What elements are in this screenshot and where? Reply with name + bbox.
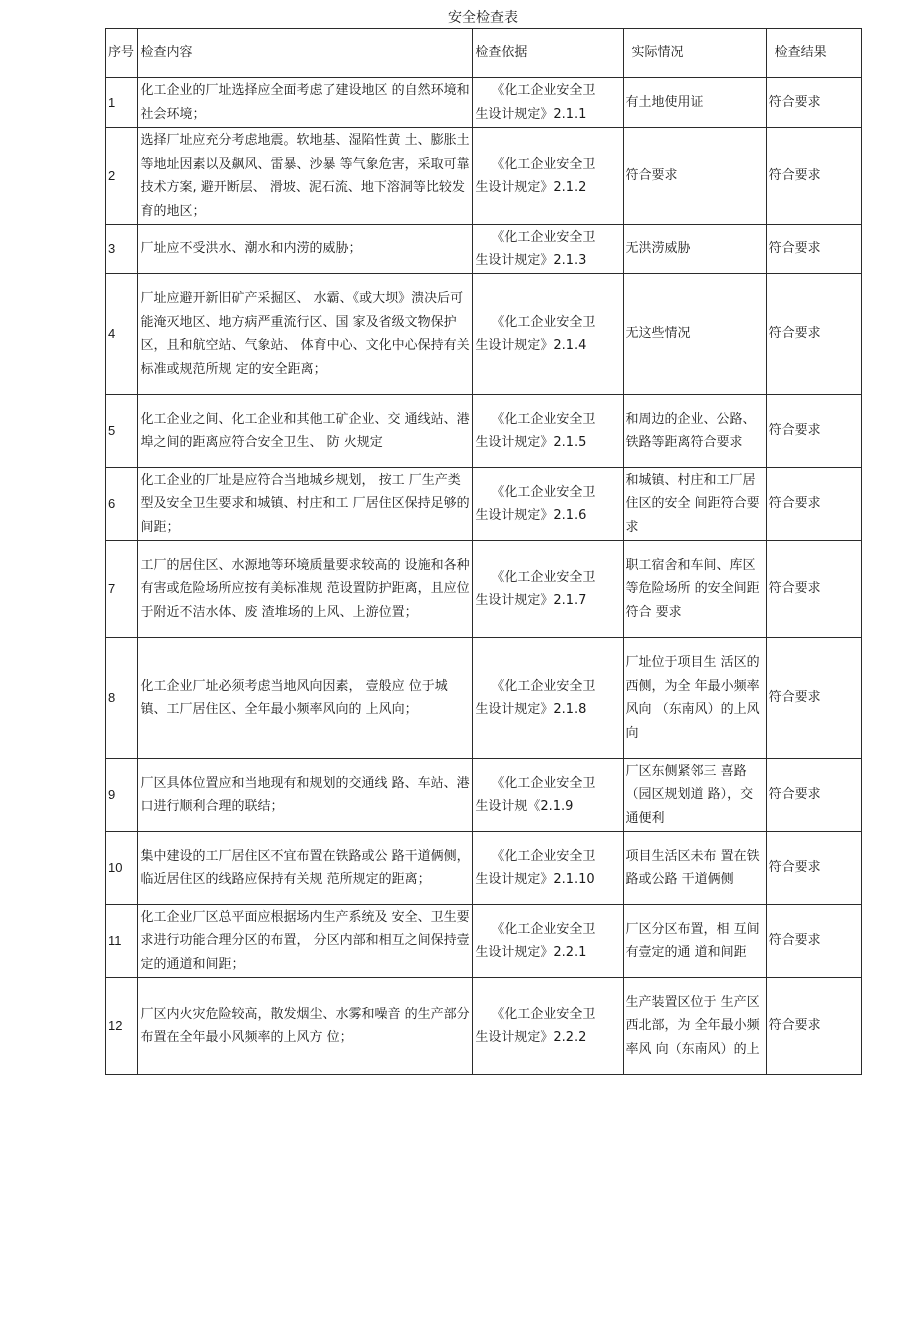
row-content: 化工企业的厂址选择应全面考虑了建设地区 的自然环境和社会环境； bbox=[138, 78, 473, 128]
row-no: 4 bbox=[106, 274, 138, 395]
basis-line2: 生设计规定》2.2.1 bbox=[475, 945, 587, 960]
row-basis bbox=[473, 395, 623, 468]
basis-line2: 生设计规定》2.2.2 bbox=[475, 1030, 587, 1045]
basis-line1: 《化工企业安全卫 bbox=[491, 678, 596, 694]
row-actual: 生产装置区位于 生产区西北部，为 全年最小频率风 向（东南风）的上 bbox=[623, 978, 766, 1075]
table-row bbox=[106, 832, 862, 905]
basis-line1: 《化工企业安全卫 bbox=[491, 1006, 596, 1022]
row-result: 符合要求 bbox=[766, 905, 861, 978]
row-actual: 符合要求 bbox=[623, 128, 766, 225]
row-actual: 无这些情况 bbox=[623, 274, 766, 395]
row-content: 厂址应不受洪水、潮水和内涝的威胁； bbox=[138, 225, 473, 274]
row-no: 2 bbox=[106, 128, 138, 225]
table-row bbox=[106, 225, 862, 274]
basis-line2: 生设计规定》2.1.6 bbox=[475, 508, 587, 523]
row-actual: 厂区分区布置，相 互间有壹定的通 道和间距 bbox=[623, 905, 766, 978]
header-no: 序号 bbox=[106, 29, 138, 78]
basis-line1: 《化工企业安全卫 bbox=[491, 848, 596, 864]
basis-line2: 生设计规定》2.1.8 bbox=[475, 702, 587, 717]
row-content: 厂址应避开新旧矿产采掘区、 水霸、《或大坝》溃决后可能淹灭地区、地方病严重流行区、国 家及省级文物保护区，且和航空站、气象站、 体育中心、文化中心保持有关标准或规范所规 定的安全距离； bbox=[138, 274, 473, 395]
row-basis bbox=[473, 468, 623, 541]
safety-checklist-table bbox=[105, 28, 862, 1075]
row-actual: 厂区东侧紧邻三 喜路（园区规划道 路），交通便利 bbox=[623, 759, 766, 832]
table-row bbox=[106, 395, 862, 468]
row-basis bbox=[473, 759, 623, 832]
row-result: 符合要求 bbox=[766, 78, 861, 128]
row-content: 化工企业厂址必须考虑当地风向因素， 壹般应 位于城镇、工厂居住区、全年最小频率风向的 上风向； bbox=[138, 638, 473, 759]
table-row bbox=[106, 274, 862, 395]
header-basis: 检查依据 bbox=[473, 29, 623, 78]
row-actual: 职工宿舍和车间、库区等危险场所 的安全间距符合 要求 bbox=[623, 541, 766, 638]
table-row bbox=[106, 78, 862, 128]
row-content: 集中建设的工厂居住区不宜布置在铁路或公 路干道俩侧，临近居住区的线路应保持有关规 范所规定的距离； bbox=[138, 832, 473, 905]
basis-line2: 生设计规《2.1.9 bbox=[475, 799, 574, 814]
row-no: 12 bbox=[106, 978, 138, 1075]
basis-line2: 生设计规定》2.1.3 bbox=[475, 253, 587, 268]
basis-line2: 生设计规定》2.1.2 bbox=[475, 180, 587, 195]
row-basis bbox=[473, 128, 623, 225]
basis-line1: 《化工企业安全卫 bbox=[491, 156, 596, 172]
table-body bbox=[106, 78, 862, 1075]
basis-line2: 生设计规定》2.1.4 bbox=[475, 338, 587, 353]
row-no: 8 bbox=[106, 638, 138, 759]
row-no: 1 bbox=[106, 78, 138, 128]
table-header-row bbox=[106, 29, 862, 78]
row-result: 符合要求 bbox=[766, 395, 861, 468]
header-actual: 实际情况 bbox=[623, 29, 766, 78]
row-content: 化工企业厂区总平面应根据场内生产系统及 安全、卫生要求进行功能合理分区的布置， 分区内部和相互之间保持壹定的通道和间距； bbox=[138, 905, 473, 978]
table-row bbox=[106, 468, 862, 541]
row-result: 符合要求 bbox=[766, 978, 861, 1075]
row-actual: 和城镇、村庄和工厂居住区的安全 间距符合要求 bbox=[623, 468, 766, 541]
row-actual: 有土地使用证 bbox=[623, 78, 766, 128]
header-content: 检查内容 bbox=[138, 29, 473, 78]
basis-line1: 《化工企业安全卫 bbox=[491, 83, 596, 98]
row-result: 符合要求 bbox=[766, 468, 861, 541]
row-result: 符合要求 bbox=[766, 225, 861, 274]
row-basis bbox=[473, 832, 623, 905]
basis-line2: 生设计规定》2.1.5 bbox=[475, 435, 587, 450]
row-actual: 和周边的企业、公路、铁路等距离符合要求 bbox=[623, 395, 766, 468]
basis-line2: 生设计规定》2.1.10 bbox=[475, 872, 595, 887]
row-result: 符合要求 bbox=[766, 128, 861, 225]
basis-line1: 《化工企业安全卫 bbox=[491, 314, 596, 330]
row-content: 化工企业之间、化工企业和其他工矿企业、交 通线站、港埠之间的距离应符合安全卫生、 防 火规定 bbox=[138, 395, 473, 468]
basis-line2: 生设计规定》2.1.7 bbox=[475, 593, 587, 608]
row-result: 符合要求 bbox=[766, 759, 861, 832]
row-result: 符合要求 bbox=[766, 274, 861, 395]
row-basis bbox=[473, 274, 623, 395]
row-basis bbox=[473, 978, 623, 1075]
row-actual: 项目生活区未布 置在铁路或公路 干道俩侧 bbox=[623, 832, 766, 905]
row-actual: 无洪涝威胁 bbox=[623, 225, 766, 274]
row-no: 5 bbox=[106, 395, 138, 468]
row-basis bbox=[473, 638, 623, 759]
row-basis bbox=[473, 78, 623, 128]
row-no: 7 bbox=[106, 541, 138, 638]
table-row bbox=[106, 128, 862, 225]
row-content: 工厂的居住区、水源地等环境质量要求较高的 设施和各种有害或危险场所应按有美标准规 范设置防护距离，且应位于附近不洁水体、废 渣堆场的上风、上游位置； bbox=[138, 541, 473, 638]
table-row bbox=[106, 541, 862, 638]
row-basis bbox=[473, 541, 623, 638]
row-result: 符合要求 bbox=[766, 832, 861, 905]
basis-line1: 《化工企业安全卫 bbox=[491, 921, 596, 937]
row-no: 11 bbox=[106, 905, 138, 978]
basis-line2: 生设计规定》2.1.1 bbox=[475, 106, 587, 122]
row-result: 符合要求 bbox=[766, 638, 861, 759]
basis-line1: 《化工企业安全卫 bbox=[491, 411, 596, 427]
row-basis bbox=[473, 905, 623, 978]
basis-line1: 《化工企业安全卫 bbox=[491, 569, 596, 585]
page-title: 安全检查表 bbox=[448, 10, 518, 26]
row-no: 9 bbox=[106, 759, 138, 832]
table-row bbox=[106, 905, 862, 978]
table-row bbox=[106, 759, 862, 832]
row-no: 3 bbox=[106, 225, 138, 274]
row-content: 化工企业的厂址是应符合当地城乡规划， 按工 厂生产类型及安全卫生要求和城镇、村庄和工 厂居住区保持足够的间距； bbox=[138, 468, 473, 541]
row-no: 6 bbox=[106, 468, 138, 541]
basis-line1: 《化工企业安全卫 bbox=[491, 484, 596, 500]
row-content: 厂区具体位置应和当地现有和规划的交通线 路、车站、港口进行顺利合理的联结； bbox=[138, 759, 473, 832]
row-no: 10 bbox=[106, 832, 138, 905]
row-basis bbox=[473, 225, 623, 274]
basis-line1: 《化工企业安全卫 bbox=[491, 229, 596, 245]
header-result: 检查结果 bbox=[766, 29, 861, 78]
row-content: 厂区内火灾危险较高，散发烟尘、水雾和噪音 的生产部分布置在全年最小风频率的上风方 位； bbox=[138, 978, 473, 1075]
row-result: 符合要求 bbox=[766, 541, 861, 638]
table-row bbox=[106, 638, 862, 759]
basis-line1: 《化工企业安全卫 bbox=[491, 775, 596, 791]
table-row bbox=[106, 978, 862, 1075]
row-actual: 厂址位于项目生 活区的西侧，为全 年最小频率风向 （东南风）的上风 向 bbox=[623, 638, 766, 759]
row-content: 选择厂址应充分考虑地震。软地基、湿陷性黄 土、膨胀土等地址因素以及飙风、雷暴、沙暴 等气象危害，采取可靠技术方案, 避开断层、 滑坡、泥石流、地下溶洞等比较发育的地区； bbox=[138, 128, 473, 225]
